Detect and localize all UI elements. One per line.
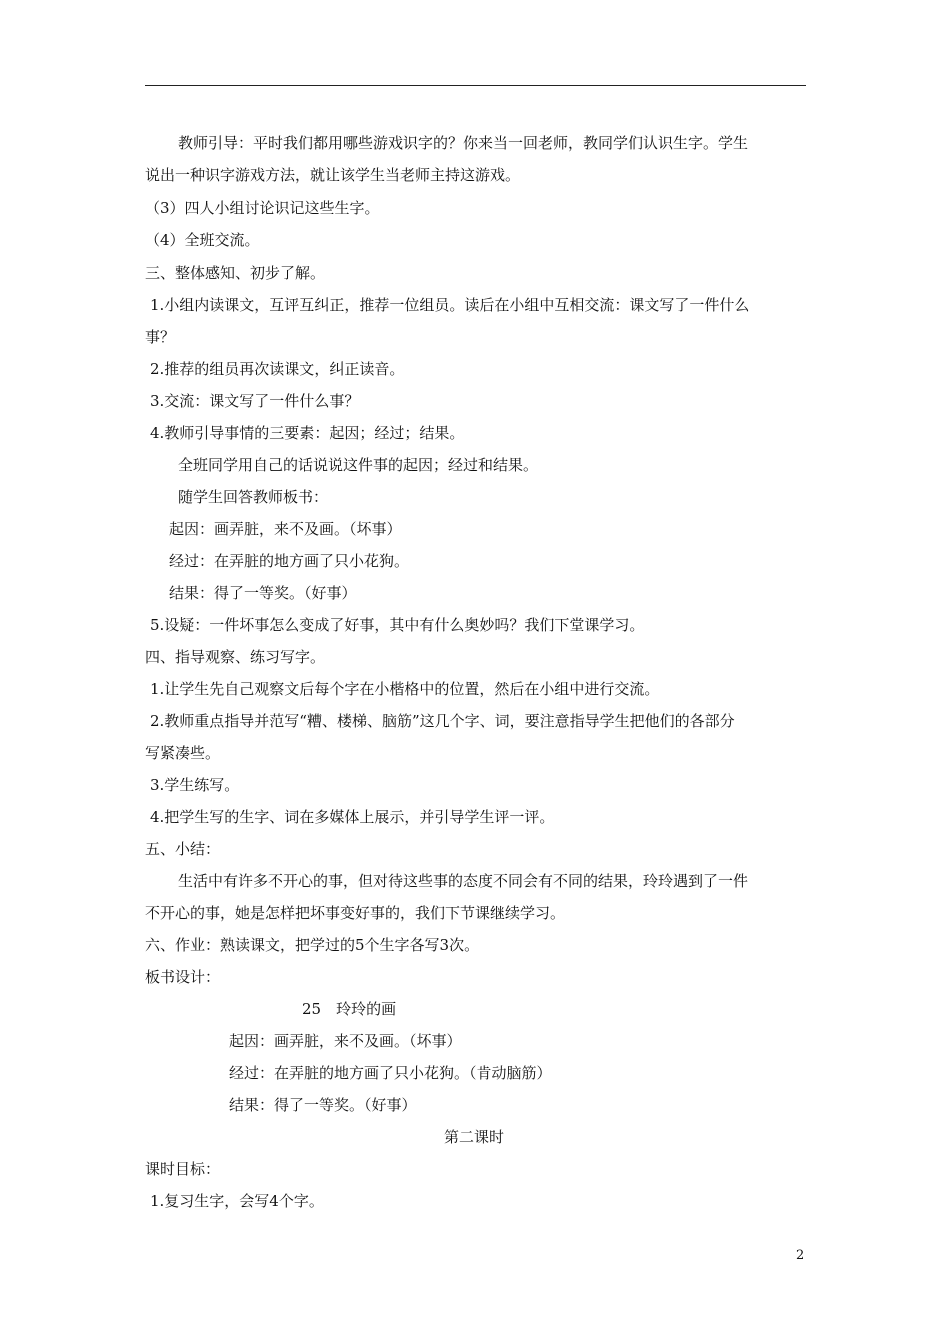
s3-item5: 5.设疑：一件坏事怎么变成了好事，其中有什么奥妙吗？我们下堂课学习。 xyxy=(150,616,645,634)
s4-item1: 1.让学生先自己观察文后每个字在小楷格中的位置，然后在小组中进行交流。 xyxy=(150,680,660,698)
board-process: 经过：在弄脏的地方画了只小花狗。（肯动脑筋） xyxy=(229,1064,552,1082)
s3-item4: 4.教师引导事情的三要素：起因；经过；结果。 xyxy=(150,424,465,442)
s4-item2-line1: 2.教师重点指导并范写“糟、楼梯、脑筋”这几个字、词，要注意指导学生把他们的各部分 xyxy=(150,712,735,730)
summary-line1: 生活中有许多不开心的事，但对待这些事的态度不同会有不同的结果，玲玲遇到了一件 xyxy=(178,872,749,890)
cause-line: 起因：画弄脏，来不及画。（坏事） xyxy=(169,520,402,538)
board-design-label: 板书设计： xyxy=(145,968,221,986)
teacher-guide-line2: 说出一种识字游戏方法，就让该学生当老师主持这游戏。 xyxy=(145,166,521,184)
summary-line2: 不开心的事，她是怎样把坏事变好事的，我们下节课继续学习。 xyxy=(145,904,566,922)
s4-item4: 4.把学生写的生字、词在多媒体上展示，并引导学生评一评。 xyxy=(150,808,555,826)
s4-item3: 3.学生练写。 xyxy=(150,776,240,794)
step-4: （4）全班交流。 xyxy=(145,231,260,249)
section-5-heading: 五、小结： xyxy=(145,840,221,858)
section-4-heading: 四、指导观察、练习写字。 xyxy=(145,648,326,666)
step-3: （3）四人小组讨论识记这些生字。 xyxy=(145,199,380,217)
s3-item4-sub1: 全班同学用自己的话说说这件事的起因；经过和结果。 xyxy=(178,456,539,474)
process-line: 经过：在弄脏的地方画了只小花狗。 xyxy=(169,552,410,570)
s3-item1-line2: 事？ xyxy=(145,328,176,346)
goal-item1: 1.复习生字，会写4个字。 xyxy=(150,1192,324,1210)
result-line: 结果：得了一等奖。（好事） xyxy=(169,584,357,602)
s3-item4-sub2: 随学生回答教师板书： xyxy=(178,488,329,506)
board-title: 25 玲玲的画 xyxy=(302,1000,397,1018)
s3-item2: 2.推荐的组员再次读课文，纠正读音。 xyxy=(150,360,405,378)
page-number: 2 xyxy=(796,1248,805,1263)
s3-item3: 3.交流：课文写了一件什么事？ xyxy=(150,392,360,410)
board-cause: 起因：画弄脏，来不及画。（坏事） xyxy=(229,1032,462,1050)
s3-item1-line1: 1.小组内读课文，互评互纠正，推荐一位组员。读后在小组中互相交流：课文写了一件什么 xyxy=(150,296,750,314)
section-6-heading: 六、作业：熟读课文，把学过的5个生字各写3次。 xyxy=(145,936,480,954)
section-3-heading: 三、整体感知、初步了解。 xyxy=(145,264,326,282)
header-rule xyxy=(145,85,806,86)
lesson-goals-label: 课时目标： xyxy=(145,1160,221,1178)
second-lesson-title: 第二课时 xyxy=(444,1128,505,1146)
s4-item2-line2: 写紧凑些。 xyxy=(145,744,221,762)
teacher-guide-line1: 教师引导：平时我们都用哪些游戏识字的？你来当一回老师，教同学们认识生字。学生 xyxy=(178,134,749,152)
board-result: 结果：得了一等奖。（好事） xyxy=(229,1096,417,1114)
